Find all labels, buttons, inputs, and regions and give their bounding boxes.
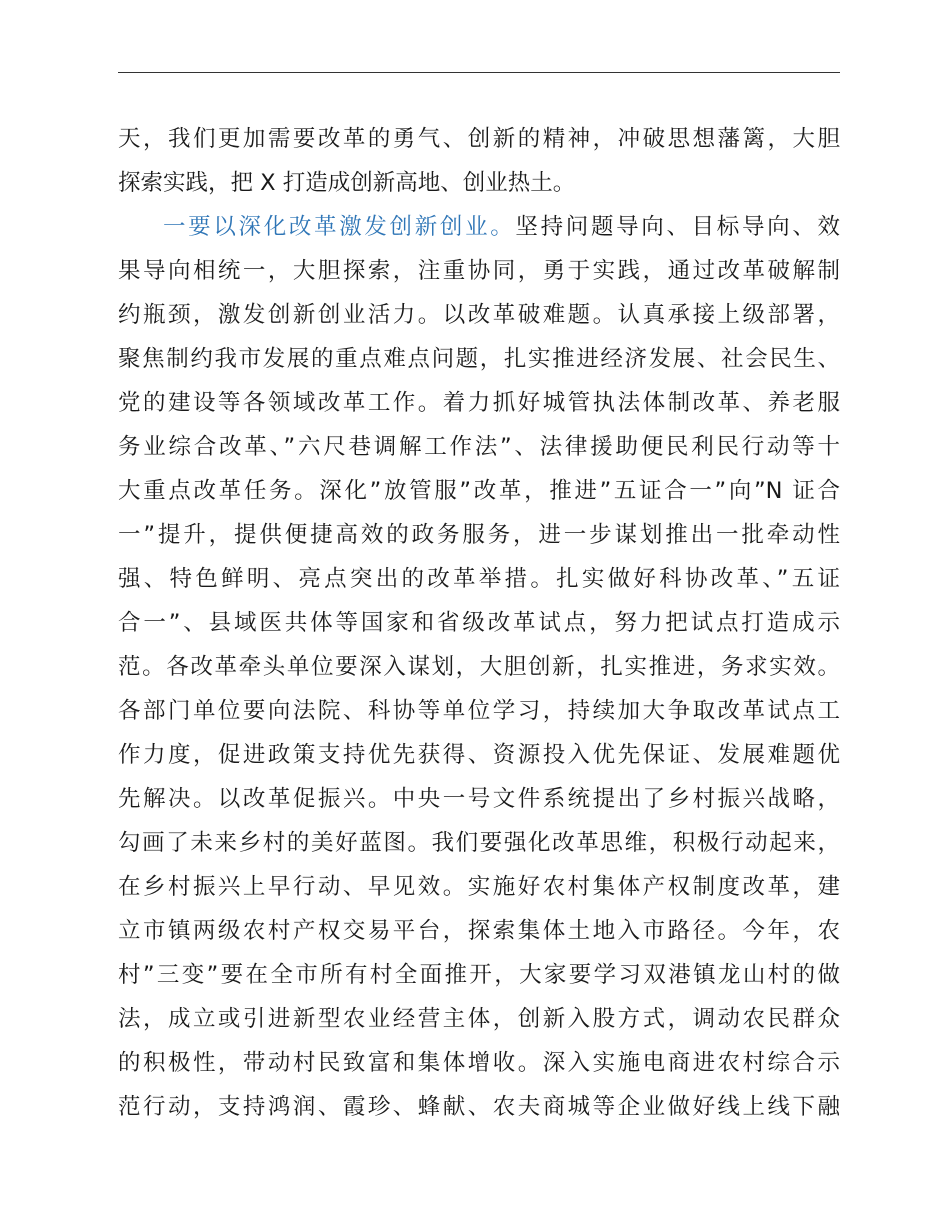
text-line: 务业综合改革、”六尺巷调解工作法”、法律援助便民利民行动等十 bbox=[118, 434, 840, 460]
text-line: 先解决。以改革促振兴。中央一号文件系统提出了乡村振兴战略， bbox=[118, 786, 840, 812]
text-line: 大重点改革任务。深化”放管服”改革，推进”五证合一”向”N 证合 bbox=[118, 478, 840, 504]
text-line: 立市镇两级农村产权交易平台，探索集体土地入市路径。今年，农 bbox=[118, 918, 840, 944]
text-line: 在乡村振兴上早行动、早见效。实施好农村集体产权制度改革，建 bbox=[118, 874, 840, 900]
text-line: 作力度，促进政策支持优先获得、资源投入优先保证、发展难题优 bbox=[118, 742, 840, 768]
text-line: 一”提升，提供便捷高效的政务服务，进一步谋划推出一批牵动性 bbox=[118, 522, 840, 548]
text-line: 勾画了未来乡村的美好蓝图。我们要强化改革思维，积极行动起来， bbox=[118, 830, 840, 856]
text-line: 约瓶颈，激发创新创业活力。以改革破难题。认真承接上级部署， bbox=[118, 302, 840, 328]
text-line: 党的建设等各领域改革工作。着力抓好城管执法体制改革、养老服 bbox=[118, 390, 840, 416]
text-line: 聚焦制约我市发展的重点难点问题，扎实推进经济发展、社会民生、 bbox=[118, 346, 840, 372]
text-line: 探索实践，把 X 打造成创新高地、创业热土。 bbox=[118, 170, 576, 196]
text-line: 天，我们更加需要改革的勇气、创新的精神，冲破思想藩篱，大胆 bbox=[118, 126, 840, 152]
text-line-rest: 坚持问题导向、目标导向、效 bbox=[515, 214, 840, 240]
text-line: 合一”、县域医共体等国家和省级改革试点，努力把试点打造成示 bbox=[118, 610, 840, 636]
paragraph-first-line bbox=[163, 207, 840, 247]
section-heading: 一要以深化改革激发创新创业。 bbox=[163, 214, 516, 240]
header-rule bbox=[118, 72, 840, 73]
text-line: 范。各改革牵头单位要深入谋划，大胆创新，扎实推进，务求实效。 bbox=[118, 654, 840, 680]
text-line: 法，成立或引进新型农业经营主体，创新入股方式，调动农民群众 bbox=[118, 1006, 840, 1032]
text-line: 村”三变”要在全市所有村全面推开，大家要学习双港镇龙山村的做 bbox=[118, 962, 840, 988]
text-line: 果导向相统一，大胆探索，注重协同，勇于实践，通过改革破解制 bbox=[118, 258, 840, 284]
text-line: 各部门单位要向法院、科协等单位学习，持续加大争取改革试点工 bbox=[118, 698, 840, 724]
text-line: 强、特色鲜明、亮点突出的改革举措。扎实做好科协改革、”五证 bbox=[118, 566, 840, 592]
text-line: 的积极性，带动村民致富和集体增收。深入实施电商进农村综合示 bbox=[118, 1050, 840, 1076]
text-line: 范行动，支持鸿润、霞珍、蜂献、农夫商城等企业做好线上线下融 bbox=[118, 1094, 840, 1120]
